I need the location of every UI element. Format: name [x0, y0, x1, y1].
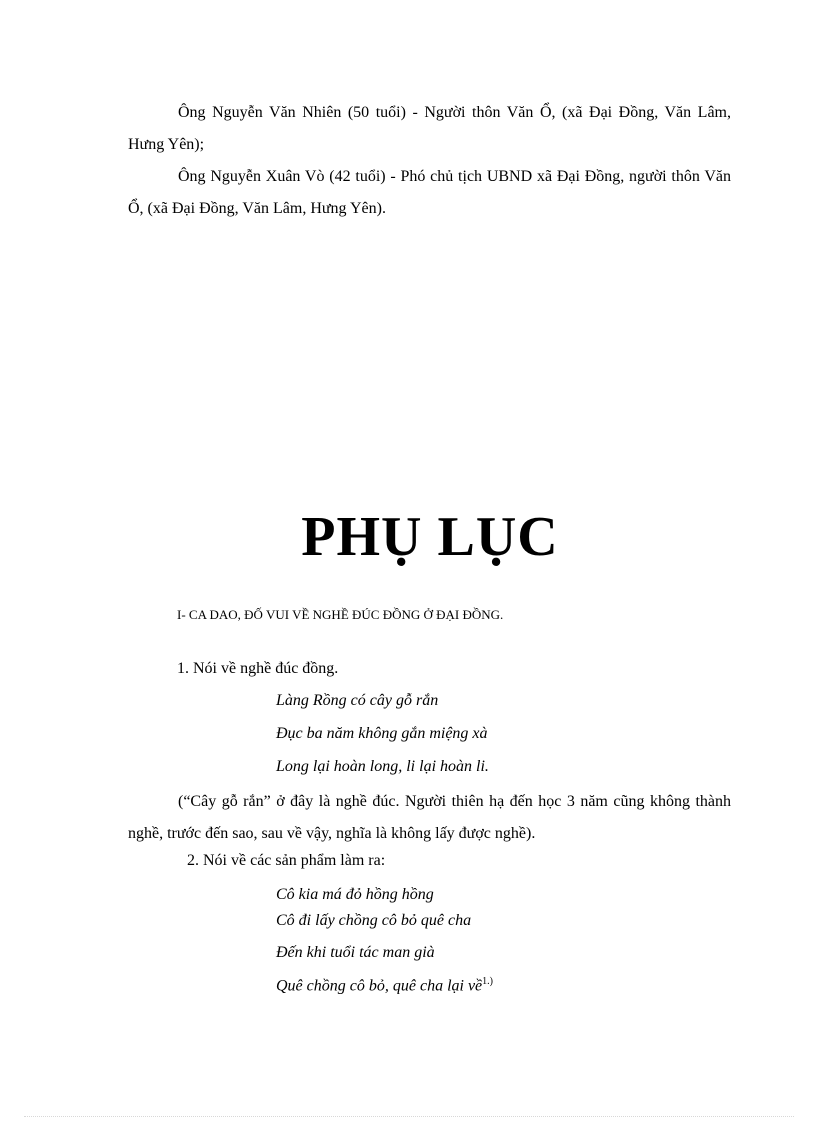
verse-text: Quê chồng cô bỏ, quê cha lại về [276, 977, 483, 995]
verse-line: Long lại hoàn long, li lại hoàn li. [276, 758, 489, 775]
section-heading: I- CA DAO, ĐỐ VUI VỀ NGHỀ ĐÚC ĐỒNG Ở ĐẠI ĐỒNG. [177, 607, 504, 622]
part-2-heading: 2. Nói về các sản phẩm làm ra: [187, 852, 386, 869]
verse-line: Đến khi tuổi tác man già [276, 944, 435, 961]
appendix-title: PHỤ LỤC [301, 506, 559, 568]
verse-line: Cô kia má đỏ hồng hồng [276, 886, 434, 903]
page-footer-divider [24, 1116, 794, 1117]
verse-line-with-footnote [276, 976, 493, 995]
part-1-heading: 1. Nói về nghề đúc đồng. [177, 660, 339, 677]
footnote-marker[interactable]: 1.) [482, 976, 493, 987]
part-1-explanation: (“Cây gỗ rắn” ở đây là nghề đúc. Người thiên hạ đến học 3 năm cũng không thành nghề, trước đến sao, sau về vậy, nghĩa là không lấy được nghề). [128, 793, 731, 842]
verse-line: Làng Rồng có cây gỗ rắn [276, 692, 439, 709]
intro-paragraph-1: Ông Nguyễn Văn Nhiên (50 tuổi) - Người thôn Văn Ổ, (xã Đại Đồng, Văn Lâm, Hưng Yên); [128, 104, 731, 153]
verse-line: Đục ba năm không gắn miệng xà [276, 725, 488, 742]
verse-line: Cô đi lấy chồng cô bỏ quê cha [276, 912, 472, 929]
intro-paragraph-2: Ông Nguyễn Xuân Vò (42 tuổi) - Phó chủ tịch UBND xã Đại Đồng, người thôn Văn Ổ, (xã Đại Đồng, Văn Lâm, Hưng Yên). [128, 168, 731, 217]
